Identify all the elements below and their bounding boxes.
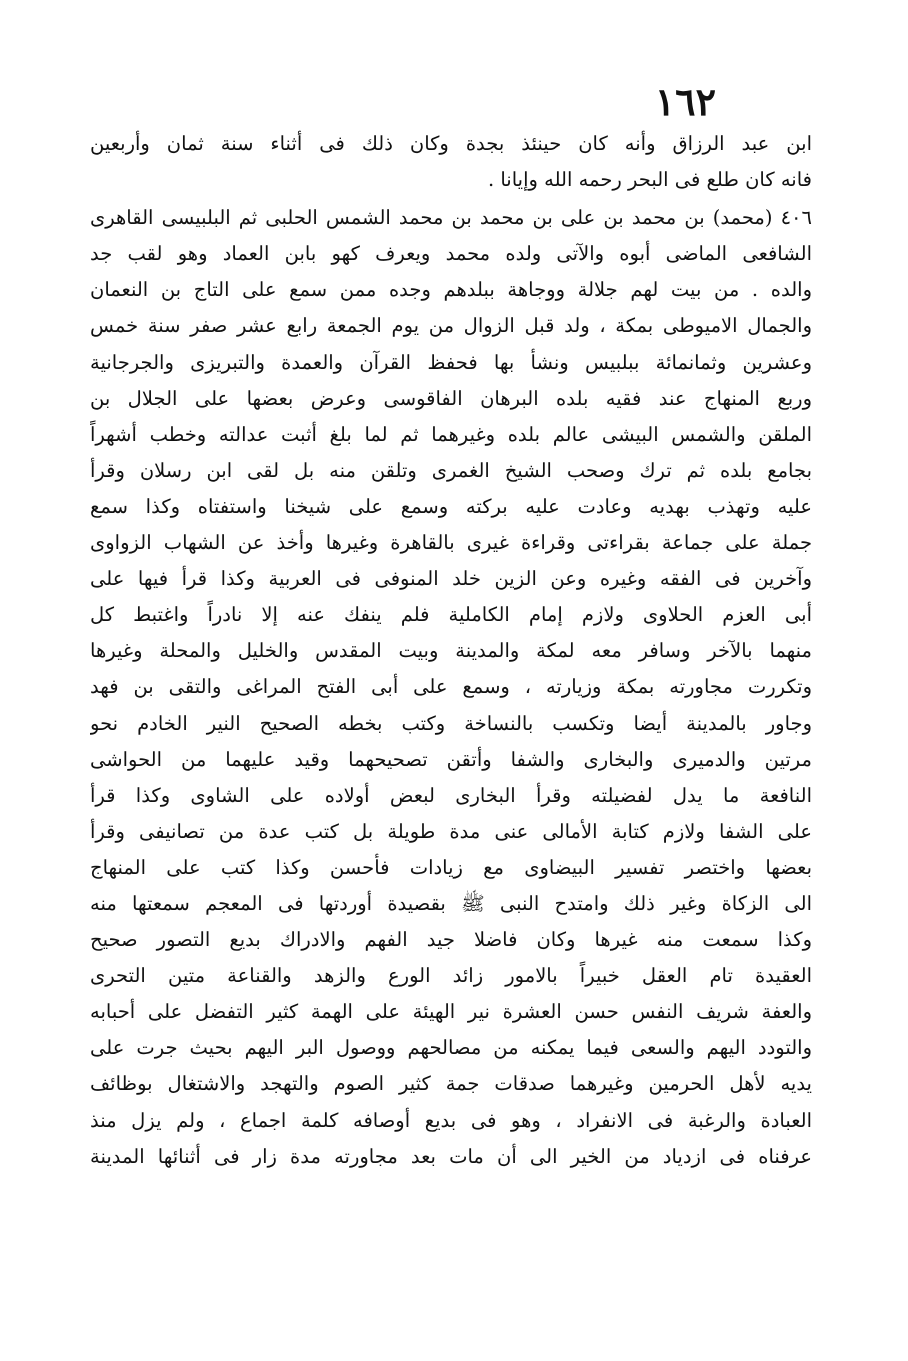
text-line: وكذا سمعت منه غيرها وكان فاضلا جيد الفهم والادراك بديع التصور صحيح (90, 928, 812, 952)
text-line: يديه لأهل الحرمين وغيرهما صدقات جمة كثير الصوم والتهجد والاشتغال بوظائف (90, 1072, 812, 1096)
text-line: وعشرين وثمانمائة ببلبيس ونشأ بها فحفظ القرآن والعمدة والتبريزى والجرجانية (90, 350, 812, 374)
text-line: العقيدة تام العقل خبيراً بالامور زائد الورع والزهد والقناعة متين التحرى (90, 964, 812, 988)
text-line: بعضها واختصر تفسير البيضاوى مع زيادات فأحسن وكذا كتب على المنهاج (90, 855, 812, 879)
text-line: جملة على جماعة بقراءتى وقراءة غيرى بالقاهرة وغيرها وأخذ عن الشهاب الزواوى (90, 531, 812, 555)
text-line: الملقن والشمس البيشى عالم بلده وغيرهما ثم لما بلغ أثبت عدالته وخطب أشهراً (90, 422, 812, 446)
text-line: والعفة شريف النفس حسن العشرة نير الهيئة على الهمة كثير التفضل على أحبابه (90, 1000, 812, 1024)
text-line: على الشفا ولازم كتابة الأمالى عنى مدة طويلة بل كتب عدة من تصانيفى وقرأ (90, 819, 812, 843)
text-line: منهما بالآخر وسافر معه لمكة والمدينة وبيت المقدس والخليل والمحلة وغيرها (90, 639, 812, 663)
text-line: والجمال الاميوطى بمكة ، ولد قبل الزوال من يوم الجمعة رابع عشر صفر سنة خمس (90, 314, 812, 338)
text-line: وآخرين فى الفقه وغيره وعن الزين خلد المنوفى فى العربية وكذا قرأ فيها على (90, 567, 812, 591)
text-line: والتودد اليهم والسعى فيما يمكنه من مصالحهم ووصول البر اليهم بحيث جرت على (90, 1036, 812, 1060)
page-number: ١٦٢ (654, 79, 716, 124)
text-line: الشافعى الماضى أبوه والآتى ولده محمد ويعرف كهو بابن العماد وهو لقب جد (90, 242, 812, 266)
text-line: والده . من بيت لهم جلالة ووجاهة ببلدهم وجده ممن سمع على التاج بن النعمان (90, 278, 812, 302)
text-line: فانه كان طلع فى البحر رحمه الله وإيانا . (487, 168, 812, 192)
text-line: أبى العزم الحلاوى ولازم إمام الكاملية فلم ينفك عنه إلا نادراً واغتبط كل (90, 603, 812, 627)
text-line: عليه وتهذب بهديه وعادت عليه بركته وسمع على شيخنا واستفتاه وكذا سمع (90, 494, 812, 518)
text-line: النافعة ما يدل لفضيلته وقرأ البخارى لبعض أولاده على الشاوى وكذا قرأ (90, 783, 812, 807)
text-line: بجامع بلده ثم ترك وصحب الشيخ الغمرى وتلقن منه بل لقى ابن رسلان وقرأ (90, 458, 812, 482)
text-line: الى الزكاة وغير ذلك وامتدح النبى ﷺ بقصيدة أوردتها فى المعجم سمعتها منه (90, 891, 812, 915)
body-text (90, 126, 812, 1175)
text-line: ابن عبد الرزاق وأنه كان حينئذ بجدة وكان ذلك فى أثناء سنة ثمان وأربعين (90, 132, 812, 155)
text-line: وتكررت مجاورته بمكة وزيارته ، وسمع على أبى الفتح المراغى والتقى بن فهد (90, 675, 812, 699)
text-line: وجاور بالمدينة أيضا وتكسب بالنساخة وكتب بخطه الصحيح النير الخادم نحو (90, 711, 812, 735)
text-line: عرفناه فى ازدياد من الخير الى أن مات بعد مجاورته مدة زار فى أثنائها المدينة (90, 1144, 812, 1168)
entry-heading-line: ٤٠٦ (محمد) بن محمد بن على بن محمد بن محمد الشمس الحلبى ثم البلبيسى القاهرى (90, 206, 812, 230)
text-line: العبادة والرغبة فى الانفراد ، وهو فى بديع أوصافه كلمة اجماع ، ولم يزل منذ (90, 1108, 812, 1132)
text-line: وربع المنهاج عند فقيه بلده البرهان الفاقوسى وعرض بعضها على الجلال بن (90, 386, 812, 410)
text-line: مرتين والدميرى والبخارى والشفا وأتقن تصحيحهما وقيد عليهما من الحواشى (90, 747, 812, 771)
